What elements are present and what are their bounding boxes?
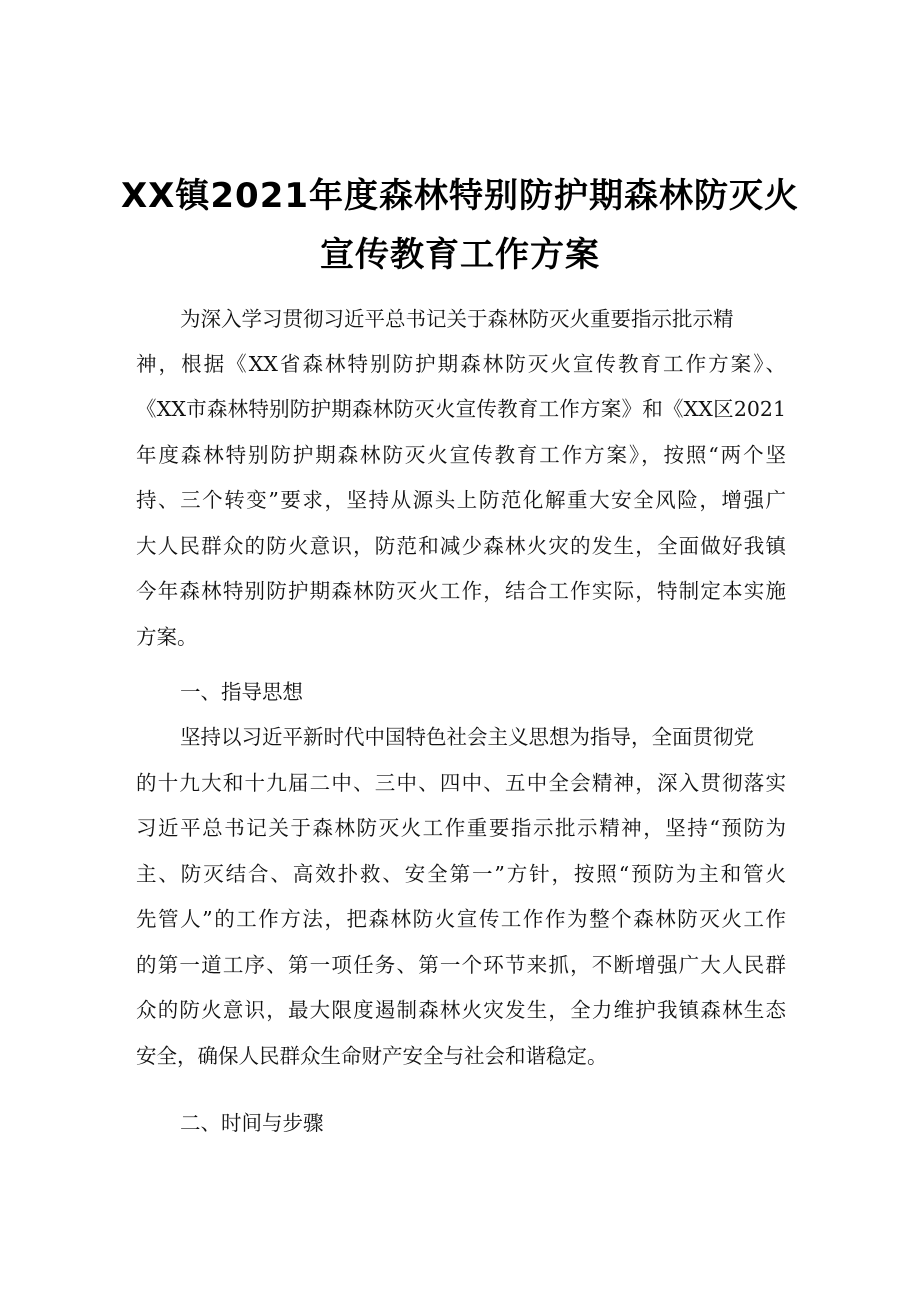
section-heading-time-and-steps: 二、时间与步骤 [180,1111,324,1135]
section1-line-7: 众的防火意识，最大限度遏制森林火灾发生，全力维护我镇森林生态 [136,998,786,1022]
intro-line-1: 为深入学习贯彻习近平总书记关于森林防灭火重要指示批示精 [180,307,734,331]
section1-line-1: 坚持以习近平新时代中国特色社会主义思想为指导，全面贯彻党 [180,725,754,749]
document-title-line-1: XX镇2021年度森林特别防护期森林防灭火 [120,176,800,216]
section1-line-2: 的十九大和十九届二中、三中、四中、五中全会精神，深入贯彻落实 [136,771,786,795]
intro-line-2: 神，根据《XX省森林特别防护期森林防灭火宣传教育工作方案》、 [136,352,786,376]
intro-line-6: 大人民群众的防火意识，防范和减少森林火灾的发生，全面做好我镇 [136,534,786,558]
section1-line-8: 安全，确保人民群众生命财产安全与社会和谐稳定。 [136,1044,608,1068]
section1-line-3: 习近平总书记关于森林防灭火工作重要指示批示精神，坚持“预防为 [136,816,786,840]
intro-line-8: 方案。 [136,625,198,649]
intro-line-4: 年度森林特别防护期森林防灭火宣传教育工作方案》，按照“两个坚 [136,443,786,467]
intro-line-5: 持、三个转变”要求，坚持从源头上防范化解重大安全风险，增强广 [136,488,786,512]
document-title-line-2: 宣传教育工作方案 [320,235,600,275]
section1-line-5: 先管人”的工作方法，把森林防火宣传工作作为整个森林防灭火工作 [136,907,786,931]
section-heading-guiding-ideology: 一、指导思想 [180,680,303,704]
intro-line-3: 《XX市森林特别防护期森林防灭火宣传教育工作方案》和《XX区2021 [136,397,786,421]
section1-line-4: 主、防灭结合、高效扑救、安全第一”方针，按照“预防为主和管火 [136,862,786,886]
section1-line-6: 的第一道工序、第一项任务、第一个环节来抓，不断增强广大人民群 [136,953,786,977]
intro-line-7: 今年森林特别防护期森林防灭火工作，结合工作实际，特制定本实施 [136,579,786,603]
